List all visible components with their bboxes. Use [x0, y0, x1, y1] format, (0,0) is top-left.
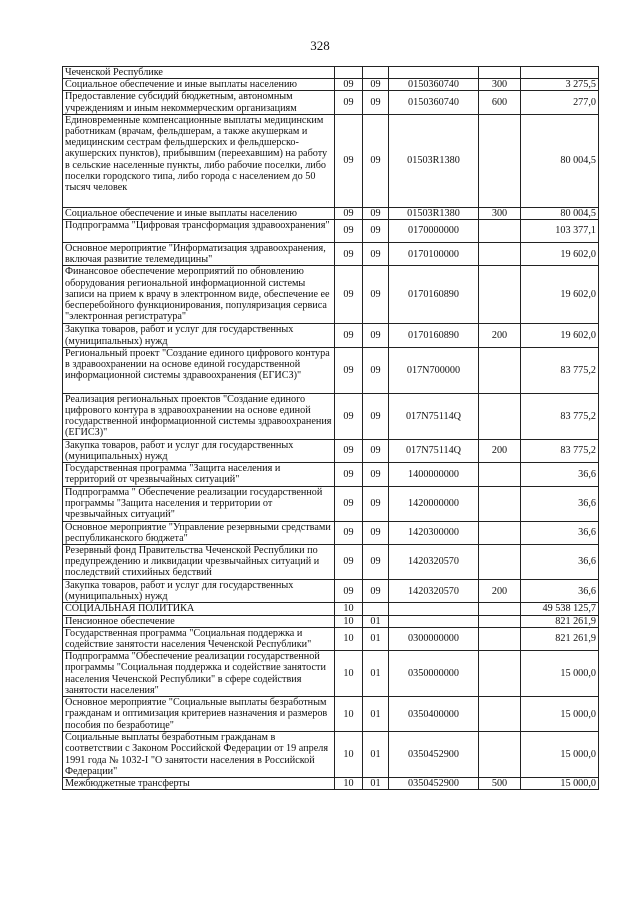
cell-rz: 09 — [335, 347, 363, 393]
cell-csr: 0350452900 — [389, 778, 479, 790]
cell-name: Подпрограмма " Обеспечение реализации государственной программы "Защита населения и территории от чрезвычайных ситуаций" — [63, 486, 335, 521]
cell-pr: 09 — [363, 347, 389, 393]
cell-vr — [479, 545, 521, 580]
cell-csr: 017N700000 — [389, 347, 479, 393]
cell-vr: 200 — [479, 324, 521, 347]
cell-rz: 10 — [335, 603, 363, 615]
cell-vr — [479, 347, 521, 393]
cell-sum: 821 261,9 — [521, 615, 599, 627]
cell-vr — [479, 114, 521, 207]
table-row — [63, 521, 599, 544]
cell-name: Основное мероприятие "Социальные выплаты безработным гражданам и оптимизация критериев назначения и размеров пособия по безработице" — [63, 697, 335, 732]
cell-sum: 277,0 — [521, 91, 599, 114]
table-row — [63, 651, 599, 697]
table-row — [63, 580, 599, 603]
cell-pr: 01 — [363, 651, 389, 697]
cell-rz: 09 — [335, 463, 363, 486]
cell-sum: 15 000,0 — [521, 732, 599, 778]
table-row — [63, 79, 599, 91]
table-row — [63, 347, 599, 393]
cell-rz: 09 — [335, 439, 363, 462]
cell-vr: 300 — [479, 79, 521, 91]
cell-name: Предоставление субсидий бюджетным, автономным учреждениям и иным некоммерческим организациям — [63, 91, 335, 114]
cell-vr — [479, 651, 521, 697]
table-row — [63, 114, 599, 207]
cell-pr: 01 — [363, 627, 389, 650]
cell-csr: 01503R1380 — [389, 207, 479, 219]
cell-pr: 09 — [363, 243, 389, 266]
cell-rz: 09 — [335, 207, 363, 219]
cell-pr: 09 — [363, 114, 389, 207]
cell-sum: 103 377,1 — [521, 220, 599, 243]
cell-vr — [479, 67, 521, 79]
cell-name: Реализация региональных проектов "Создание единого цифрового контура в здравоохранении на основе единой государственной информационной системы здравоохранения (ЕГИСЗ)" — [63, 393, 335, 439]
cell-rz: 10 — [335, 697, 363, 732]
cell-pr: 01 — [363, 732, 389, 778]
cell-vr — [479, 627, 521, 650]
cell-csr: 1420320570 — [389, 545, 479, 580]
cell-vr — [479, 393, 521, 439]
cell-rz: 09 — [335, 486, 363, 521]
cell-sum: 36,6 — [521, 486, 599, 521]
cell-vr — [479, 266, 521, 324]
cell-pr: 09 — [363, 545, 389, 580]
table-row — [63, 697, 599, 732]
table-row — [63, 243, 599, 266]
cell-sum: 80 004,5 — [521, 207, 599, 219]
cell-csr — [389, 67, 479, 79]
cell-name: Межбюджетные трансферты — [63, 778, 335, 790]
cell-csr: 0350400000 — [389, 697, 479, 732]
cell-sum: 36,6 — [521, 545, 599, 580]
cell-rz: 10 — [335, 732, 363, 778]
cell-rz: 09 — [335, 545, 363, 580]
cell-name: Государственная программа "Защита населения и территорий от чрезвычайных ситуаций" — [63, 463, 335, 486]
cell-rz: 10 — [335, 778, 363, 790]
cell-pr: 09 — [363, 266, 389, 324]
cell-sum: 83 775,2 — [521, 347, 599, 393]
cell-pr: 09 — [363, 207, 389, 219]
cell-sum: 36,6 — [521, 463, 599, 486]
budget-table — [62, 66, 599, 790]
cell-name: СОЦИАЛЬНАЯ ПОЛИТИКА — [63, 603, 335, 615]
cell-sum: 15 000,0 — [521, 697, 599, 732]
cell-csr: 0170000000 — [389, 220, 479, 243]
cell-vr — [479, 732, 521, 778]
cell-name: Социальные выплаты безработным гражданам в соответствии с Законом Российской Федерации от 19 апреля 1991 года № 1032-I "О занятости населения в Российской Федерации" — [63, 732, 335, 778]
table-row — [63, 486, 599, 521]
cell-pr: 09 — [363, 324, 389, 347]
cell-name: Региональный проект "Создание единого цифрового контура в здравоохранении на основе единой государственной информационной системы здравоохранения (ЕГИСЗ)" — [63, 347, 335, 393]
cell-sum: 83 775,2 — [521, 393, 599, 439]
cell-pr: 09 — [363, 521, 389, 544]
cell-vr — [479, 615, 521, 627]
cell-vr: 200 — [479, 580, 521, 603]
cell-csr: 0150360740 — [389, 91, 479, 114]
cell-pr: 01 — [363, 615, 389, 627]
cell-rz: 09 — [335, 114, 363, 207]
cell-pr: 09 — [363, 393, 389, 439]
cell-name: Подпрограмма "Обеспечение реализации государственной программы "Социальная поддержка и содействие занятости населения Чеченской Республики" в сфере содействия занятости населения" — [63, 651, 335, 697]
cell-name: Подпрограмма "Цифровая трансформация здравоохранения" — [63, 220, 335, 243]
cell-rz: 10 — [335, 615, 363, 627]
cell-sum: 3 275,5 — [521, 79, 599, 91]
cell-name: Социальное обеспечение и иные выплаты населению — [63, 79, 335, 91]
cell-sum: 821 261,9 — [521, 627, 599, 650]
cell-sum: 19 602,0 — [521, 324, 599, 347]
cell-pr: 09 — [363, 463, 389, 486]
cell-sum: 83 775,2 — [521, 439, 599, 462]
cell-sum: 15 000,0 — [521, 778, 599, 790]
cell-pr: 09 — [363, 220, 389, 243]
cell-pr: 09 — [363, 486, 389, 521]
cell-rz: 10 — [335, 651, 363, 697]
cell-pr: 09 — [363, 91, 389, 114]
cell-sum: 80 004,5 — [521, 114, 599, 207]
cell-name: Основное мероприятие "Управление резервными средствами республиканского бюджета" — [63, 521, 335, 544]
table-row — [63, 220, 599, 243]
cell-csr: 1420320570 — [389, 580, 479, 603]
cell-name: Государственная программа "Социальная поддержка и содействие занятости населения Чеченской Республики" — [63, 627, 335, 650]
cell-csr: 017N75114Q — [389, 393, 479, 439]
cell-csr — [389, 615, 479, 627]
cell-rz: 09 — [335, 521, 363, 544]
cell-vr — [479, 243, 521, 266]
table-row — [63, 463, 599, 486]
cell-csr: 1420000000 — [389, 486, 479, 521]
table-row — [63, 91, 599, 114]
cell-csr: 0150360740 — [389, 79, 479, 91]
cell-csr: 0170100000 — [389, 243, 479, 266]
table-row — [63, 266, 599, 324]
cell-rz: 09 — [335, 79, 363, 91]
cell-csr: 01503R1380 — [389, 114, 479, 207]
table-row — [63, 615, 599, 627]
cell-rz: 10 — [335, 627, 363, 650]
cell-sum: 19 602,0 — [521, 266, 599, 324]
cell-csr: 1400000000 — [389, 463, 479, 486]
table-row — [63, 778, 599, 790]
cell-rz: 09 — [335, 91, 363, 114]
table-row — [63, 627, 599, 650]
cell-rz: 09 — [335, 324, 363, 347]
cell-name: Резервный фонд Правительства Чеченской Республики по предупреждению и ликвидации чрезвычайных ситуаций и последствий стихийных бедствий — [63, 545, 335, 580]
table-row — [63, 732, 599, 778]
cell-vr — [479, 603, 521, 615]
table-row — [63, 439, 599, 462]
cell-pr: 01 — [363, 778, 389, 790]
cell-vr — [479, 697, 521, 732]
table-row — [63, 67, 599, 79]
cell-name: Закупка товаров, работ и услуг для государственных (муниципальных) нужд — [63, 439, 335, 462]
cell-csr: 0170160890 — [389, 324, 479, 347]
cell-pr — [363, 67, 389, 79]
page-number: 328 — [310, 38, 330, 53]
cell-csr: 0350452900 — [389, 732, 479, 778]
cell-vr: 200 — [479, 439, 521, 462]
cell-csr: 0170160890 — [389, 266, 479, 324]
cell-csr: 0300000000 — [389, 627, 479, 650]
cell-sum: 49 538 125,7 — [521, 603, 599, 615]
cell-vr — [479, 486, 521, 521]
cell-csr: 017N75114Q — [389, 439, 479, 462]
cell-pr: 01 — [363, 697, 389, 732]
cell-sum: 36,6 — [521, 580, 599, 603]
table-row — [63, 207, 599, 219]
cell-name: Социальное обеспечение и иные выплаты населению — [63, 207, 335, 219]
cell-vr — [479, 463, 521, 486]
cell-csr: 1420300000 — [389, 521, 479, 544]
table-row — [63, 545, 599, 580]
cell-name: Финансовое обеспечение мероприятий по обновлению оборудования региональной информационной системы записи на прием к врачу в электронном виде, обеспечение ее бесперебойного функционирования, популяризация сервиса "электронная регистратура" — [63, 266, 335, 324]
cell-vr: 300 — [479, 207, 521, 219]
cell-csr: 0350000000 — [389, 651, 479, 697]
cell-csr — [389, 603, 479, 615]
cell-name: Закупка товаров, работ и услуг для государственных (муниципальных) нужд — [63, 580, 335, 603]
cell-sum — [521, 67, 599, 79]
table-row — [63, 324, 599, 347]
table-row — [63, 603, 599, 615]
cell-pr: 09 — [363, 439, 389, 462]
cell-pr: 09 — [363, 580, 389, 603]
cell-sum: 19 602,0 — [521, 243, 599, 266]
cell-sum: 15 000,0 — [521, 651, 599, 697]
cell-rz: 09 — [335, 220, 363, 243]
cell-pr: 09 — [363, 79, 389, 91]
cell-rz: 09 — [335, 393, 363, 439]
cell-rz: 09 — [335, 243, 363, 266]
cell-name: Единовременные компенсационные выплаты медицинским работникам (врачам, фельдшерам, а также акушеркам и медицинским сестрам фельдшерских и фельдшерско-акушерских пунктов), прибывшим (переехавшим) на работу в сельские населенные пункты, либо рабочие поселки, либо поселки городского типа, либо города с населением до 50 тысяч человек — [63, 114, 335, 207]
cell-rz: 09 — [335, 266, 363, 324]
cell-vr — [479, 521, 521, 544]
cell-vr — [479, 220, 521, 243]
cell-name: Чеченской Республике — [63, 67, 335, 79]
cell-name: Закупка товаров, работ и услуг для государственных (муниципальных) нужд — [63, 324, 335, 347]
cell-name: Основное мероприятие "Информатизация здравоохранения, включая развитие телемедицины" — [63, 243, 335, 266]
cell-name: Пенсионное обеспечение — [63, 615, 335, 627]
cell-sum: 36,6 — [521, 521, 599, 544]
table-row — [63, 393, 599, 439]
cell-rz: 09 — [335, 580, 363, 603]
cell-pr — [363, 603, 389, 615]
cell-vr: 600 — [479, 91, 521, 114]
cell-vr: 500 — [479, 778, 521, 790]
cell-rz — [335, 67, 363, 79]
